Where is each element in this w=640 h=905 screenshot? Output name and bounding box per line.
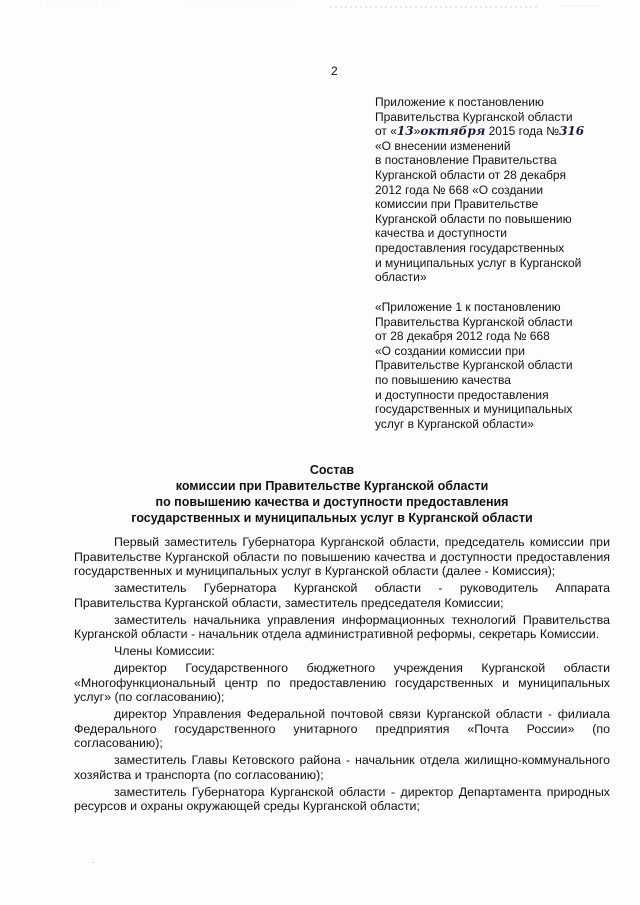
annex-line: комиссии при Правительстве	[375, 197, 539, 212]
annex-line: «О создании комиссии при	[375, 343, 525, 358]
handwritten-month: октября	[420, 124, 486, 139]
annex-line: предоставления государственных	[375, 240, 565, 255]
annex-header	[375, 95, 625, 285]
title-line: Состав	[309, 463, 355, 477]
annex-line: области»	[375, 270, 427, 285]
paragraph: заместитель Губернатора Курганской области - директор Департамента природных ресурсов и охраны окружающей среды Курганской области;	[74, 784, 610, 813]
paragraph: заместитель Главы Кетовского района - начальник отдела жилищно-коммунального хозяйства и транспорта (по согласованию);	[74, 753, 610, 782]
paragraph: заместитель Губернатора Курганской области - руководитель Аппарата Правительства Курганской области, заместитель председателя Комиссии;	[74, 581, 610, 610]
annex-line: государственных и муниципальных	[375, 402, 573, 417]
date-prefix: от «	[375, 124, 397, 139]
handwritten-day: 13	[396, 124, 414, 139]
annex-line: от 28 декабря 2012 года № 668	[375, 329, 550, 344]
annex-line: и муниципальных услуг в Курганской	[375, 255, 582, 270]
annex-line: в постановление Правительства	[375, 153, 557, 168]
paragraph: Члены Комиссии:	[114, 644, 215, 658]
annex-line: 2012 года № 668 «О создании	[375, 182, 544, 197]
title-line: по повышению качества и доступности предоставления	[155, 495, 509, 509]
annex-date-line	[375, 124, 625, 139]
annex-line: «Приложение 1 к постановлению	[375, 300, 561, 314]
annex-line: услуг в Курганской области»	[375, 416, 534, 431]
paragraph: директор Управления Федеральной почтовой связи Курганской области - филиала Федерального государственного унитарного предприятия «Почта России» (по согласованию);	[74, 707, 610, 750]
paragraph: Первый заместитель Губернатора Курганской области, председатель комиссии при Правительстве Курганской области по повышению качества и доступности предоставления государственных и муниципальных услуг в Курганской области (далее - Комиссия);	[74, 535, 610, 578]
annex-line: Курганской области от 28 декабря	[375, 167, 566, 182]
annex-line: Правительства Курганской области	[375, 314, 573, 329]
annex-line: «О внесении изменений	[375, 138, 511, 153]
date-year: 2015 года №	[485, 124, 560, 139]
title-line: государственных и муниципальных услуг в Курганской области	[131, 511, 533, 525]
page-number: 2	[331, 64, 338, 78]
scan-edge-artifacts	[0, 0, 640, 10]
annex-line: и доступности предоставления	[375, 387, 549, 402]
document-title	[62, 462, 602, 526]
scan-speck: ·	[92, 858, 95, 867]
annex-line: Правительстве Курганской области	[375, 358, 573, 373]
paragraph: директор Государственного бюджетного учреждения Курганской области «Многофункциональный центр по предоставлению государственных и муниципальных услуг» (по согласованию);	[74, 661, 610, 704]
annex-line: Курганской области по повышению	[375, 211, 572, 226]
document-body	[74, 535, 610, 816]
annex-line: Правительства Курганской области	[375, 109, 573, 124]
annex-line: по повышению качества	[375, 372, 511, 387]
handwritten-number: 316	[559, 124, 585, 139]
date-quote: »	[413, 124, 421, 139]
paragraph: заместитель начальника управления информационных технологий Правительства Курганской области - начальник отдела административной реформы, секретарь Комиссии.	[74, 612, 610, 641]
title-line: комиссии при Правительстве Курганской области	[175, 479, 489, 493]
annex-line: Приложение к постановлению	[375, 95, 544, 109]
annex-line: качества и доступности	[375, 226, 507, 241]
annex-1-header	[375, 300, 625, 431]
